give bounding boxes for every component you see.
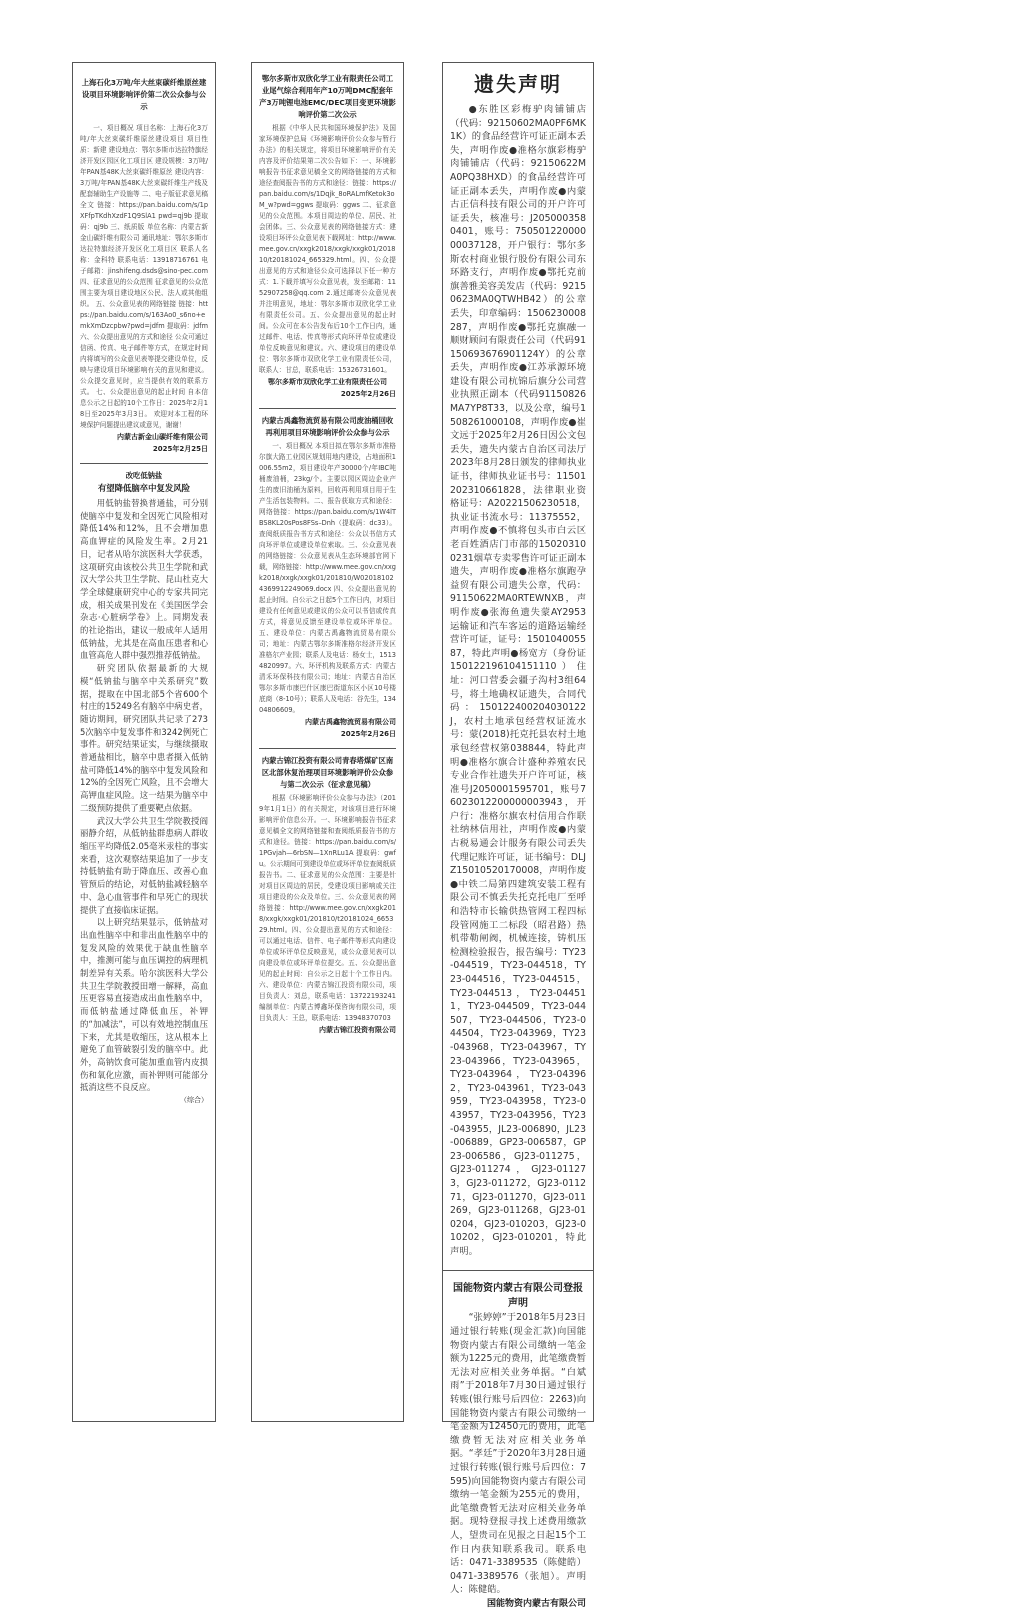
notice-signature-company: 内蒙古新金山碳纤维有限公司	[117, 433, 208, 441]
statement-body: “张婷婷”于2018年5月23日通过银行转账(现金汇款)向国能物资内蒙古有限公司缴纳一笔金额为1225元的费用，此笔缴费暂无法对应相关业务单据。“白斌雨”于2018年7月30日通过银行转账(银行账号后四位：2263)向国能物资内蒙古有限公司缴纳一笔金额为12450元的费用，此笔缴费暂无法对应相关业务单据。“孝廷”于2020年3月28日通过银行转账(银行账号后四位：7595)向国能物资内蒙古有限公司缴纳一笔金额为255元的费用，此笔缴费暂无法对应相关业务单据。现特登报寻找上述费用缴款人，望贵司在见报之日起15个工作日内获知联系我司。联系电话：0471-3389535（陈健皓）0471-3389576（张旭）。声明人：陈健皓。	[450, 1312, 586, 1596]
notice-signature-date: 2025年2月25日	[152, 445, 208, 453]
article-kicker: 改吃低钠盐	[125, 471, 163, 480]
article-paragraph: 用低钠盐替换普通盐，可分别使脑卒中复发和全因死亡风险相对降低14%和12%，且不会增加患高血钾症的风险发生率。2月21日，记者从哈尔滨医科大学获悉，这项研究由该校公共卫生学院和武汉大学公共卫生学院、昆山杜克大学全球健康研究中心的专家共同完成，相关成果刊发在《美国医学会杂志·心脏病学卷》上。同期发表的社论指出，建议一般成年人适用低钠盐，尤其是在高血压患者和心血管高危人群中强烈推荐低钠盐。	[80, 498, 208, 661]
notice-title-yuxin: 内蒙古禹鑫物流贸易有限公司废油桶回收再利用项目环境影响评价公众参与公示	[261, 416, 394, 437]
divider	[259, 748, 396, 749]
article-source: （综合）	[180, 1096, 208, 1105]
statement-signature: 国能物资内蒙古有限公司	[486, 1598, 586, 1609]
article-paragraph: 以上研究结果显示，低钠盐对出血性脑卒中和非出血性脑卒中的复发风险的效果优于缺血性脑卒中，推测可能与血压调控的病理机制差异有关系。哈尔滨医科大学公共卫生学院教授田增一解释，高血压更容易直接造成出血性脑卒中，而低钠盐通过降低血压，补钾的“加减法”，可以有效地控制血压下来，尤其是收缩压，这从根本上避免了血管破裂引发的脑卒中。此外，高钠饮食可能加重血管内皮损伤和氧化应激，而补钾则可能部分抵消这些不良反应。	[80, 917, 208, 1093]
article-title: 有望降低脑卒中复发风险	[97, 483, 191, 493]
statement-title: 国能物资内蒙古有限公司登报声明	[453, 1283, 583, 1310]
article-paragraph: 研究团队依据最新的大规模“低钠盐与脑卒中关系研究”数据，提取在中国北部5个省600个村庄的15249名有脑卒中病史者，随访期间，研究团队共记录了2735次脑卒中复发事件和3242例死亡事件。研究结果证实，与继续摄取普通盐相比，脑卒中患者摄入低钠盐可降低14%的脑卒中复发风险和12%的全因死亡风险，且不会增大高钾血症风险。这一结果为脑卒中二级预防提供了重要靶点依据。	[80, 663, 208, 813]
column-2	[251, 62, 404, 1422]
notice-signature-company: 内蒙古锦江投资有限公司	[319, 1026, 396, 1034]
divider	[443, 1270, 593, 1271]
notice-title-jinjiang: 内蒙古锦江投资有限公司青春塔煤矿区南区北部休复治理项目环境影响评价公众参与第二次公示（征求意见稿）	[261, 756, 394, 789]
notice-signature-date: 2025年2月26日	[340, 390, 396, 398]
divider	[259, 408, 396, 409]
notice-signature-company: 内蒙古禹鑫物流贸易有限公司	[305, 718, 396, 726]
lost-notice-body: ●东胜区彩梅驴肉铺铺店（代码：92150602MA0PF6MK1K）的食品经营许可证正副本丢失，声明作废●准格尔旗彩梅驴肉铺铺店（代码：92150622MA0PQ38HXD）的食品经营许可证正副本丢失，声明作废●内蒙古正信科技有限公司的开户许可证丢失，核准号：J2050003580401，账号：75050122000000037128，开户银行：鄂尔多斯农村商业银行股份有限公司东环路支行，声明作废●鄂托克前旗善雅美容美发店（代码：92150623MA0QTWHB42）的公章丢失，印章编码：1506230008287，声明作废●鄂托克旗融一顺财顾问有限责任公司（代码91150693676901124Y）的公章丢失，声明作废●江苏承源环境建设有限公司杭锦后旗分公司营业执照正副本（代码91150826MA7YP8T33，以及公章，编号1508261000108，声明作废●崔文远于2025年2月26日因公文包丢失，遗失内蒙古自治区司法厅2023年8月28日颁发的律师执业证书，律师执业证书号：11501202310661828，法律职业资格证号：A20221506230518，执业证书流水号：11375552，声明作废●不慎将包头市白云区老百姓酒店门市部的150203100231烟草专卖零售许可证正副本遗失，声明作废●准格尔旗跑孕益贸有限公司遗失公章，代码：91150622MA0RTEWNXB，声明作废●张海鱼遗失蒙AY2953运输证和汽车客运的道路运输经营许可证，证号：150104005587，特此声明●杨宽方（身份证150122196104151110）住址：河口营委会疆子沟村3组64号，将土地确权证遗失，合同代码：150122400204030122J，农村土地承包经营权证流水号：蒙(2018)托克托县农村土地承包经营权第038844，特此声明●准格尔旗合计盛种养殖农民专业合作社遗失开户许可证，核准号J2050001595701，账号76023012200000003943，开户行：准格尔旗农村信用合作联社纳林信用社，声明作废●内蒙古税易通会计服务有限公司丢失代理记账许可证，证书编号：DLJZ15010520170008，声明作废●中铁二局第四建筑安装工程有限公司不慎丢失托克托电厂至呼和浩特市长输供热管网工程四标段管网施工二标段（昭君路）热机带勒闸阀，机械连接，铸机压检测检验报告，报告编号：TY23-044519，TY23-044518，TY23-044516，TY23-044515，TY23-044513，TY23-044511，TY23-044509，TY23-044507，TY23-044506，TY23-044504，TY23-043969，TY23-043968，TY23-043967，TY23-043966，TY23-043965，TY23-043964，TY23-043962，TY23-043961，TY23-043959，TY23-043958，TY23-043957，TY23-043956，TY23-043955，JL23-006890，JL23-006889，GP23-006587，GP23-006586，GJ23-011275，GJ23-011274，GJ23-011273，GJ23-011272，GJ23-011271，GJ23-011270，GJ23-011269，GJ23-011268，GJ23-010204，GJ23-010203，GJ23-010202，GJ23-010201，特此声明。	[450, 104, 586, 1257]
notice-body-jinjiang: 根据《环境影响评价公众参与办法》（2019年1月1日）的有关规定，对该项目进行环境影响评价信息公开。一、环境影响报告书征求意见稿全文的网络链接和查阅纸质报告书的方式和途径。链接：https://pan.baidu.com/s/1PGvjah—6rbSN—1XnRLu1A 提取码：gwfu。公示期间可到建设单位或环评单位查阅纸质报告书。二、征求意见的公众范围：主要是针对项目区周边的居民，受建设项目影响或关注项目建设的公众及单位。三、公众意见表的网络链接：http://www.mee.gov.cn/xxgk2018/xxgk/xxgk01/201810/t20181024_665329.html。四、公众提出意见的方式和途径：可以通过电话、信件、电子邮件等形式向建设单位或环评单位反映意见，或公众意见表可以向建设单位或环评单位提交。五、公众提出意见的起止时间：自公示之日起十个工作日内。六、建设单位：内蒙古锦江投资有限公司，项目负责人：刘总，联系电话：13722193241 编制单位：内蒙古博鑫环保咨询有限公司，项目负责人：王总，联系电话：13948370703	[259, 794, 396, 1022]
column-3	[442, 62, 594, 1609]
notice-body-yuxin: 一、项目概况 本项目拟在鄂尔多斯市准格尔旗大路工业园区规划用地内建设，占地面积1006.55m2，项目建设年产30000个/年IBC吨桶废油桶，23kg/个。主要以园区周边企业产生的废旧油桶为原料，回收再利用项目用于生产生活包装物料。二、报告获取方式和途径：网络链接：https://pan.baidu.com/s/1W4lTBS8KL20sPos8FSs–Dnh（提取码：dc33）。查阅纸质报告书方式和途径：公众以书信方式向环评单位或建设单位索取。三、公众意见表的网络链接：公众意见表从生态环境部官网下载，网络链接：http://www.mee.gov.cn/xxgk2018/xxgk/xxgk01/201810/W020181024369912249069.docx 四、公众提出意见的起止时间。自公示之日起5个工作日内，对项目建设有任何意见或建议的公众可以书信或传真方式，将意见反馈至建设单位或环评单位。五、建设单位：内蒙古禹鑫物流贸易有限公司；地址：内蒙古鄂尔多斯准格尔经济开发区准格尔产业园；联系人及电话：杨女士，15134820997。六、环评机构及联系方式：内蒙古清禾环保科技有限公司；地址：内蒙古自治区鄂尔多斯市康巴什区康巴街道东区小区10号楼底商（8-10号）；联系人及电话：谷先生，13404806609。	[259, 442, 396, 714]
article-paragraph: 武汉大学公共卫生学院教授阎丽静介绍，从低钠盐群患病人群收缩压平均降低2.05毫米汞柱的事实来看，这次观察结果追加了一步支持低钠盐有助于降血压、改善心血管预后的结论，对低钠盐减轻脑卒中、急心血管事件和早死亡的现状提供了直接临床证据。	[80, 815, 208, 915]
notice-body-carbon-fiber: 一、项目概况 项目名称：上海石化3万吨/年大丝束碳纤维原丝建设项目 项目性质：新建 建设地点：鄂尔多斯市达拉特旗经济开发区园区化工项目区 建设规模：3万吨/年PAN基48K大丝束碳纤维原丝 建设内容：3万吨/年PAN基48K大丝束碳纤维生产线及配套辅助生产设施等 二、电子版征求意见稿全文 链接：https://pan.baidu.com/s/1pXFfpTKdhXzdF1Q9SlA1 pwd=qj9b 提取码：qj9b 三、纸质版 单位名称：内蒙古新金山碳纤维有限公司 通讯地址：鄂尔多斯市达拉特旗经济开发区化工项目区 联系人名称：金科特 联系电话：13918716761 电子邮箱：jinshifeng.dsds@sino-pec.com 四、征求意见的公众范围 征求意见的公众范围主要为项目建设地区公民、法人或其他组织。 五、公众意见表的网络链接 链接：https://pan.baidu.com/s/163Ao0_s6no+emkXmDzcpbw?pwd=jdfm 提取码：jdfm 六、公众提出意见的方式和途径 公众可通过信函、传真、电子邮件等方式，在规定时间内将填写的公众意见表等提交建设单位，反映与建设项目环境影响有关的意见和建议。公众提交意见时，应当提供有效的联系方式。 七、公众提出意见的起止时间 自本信息公示之日起的10个工作日：2025年2月18日至2025年3月3日。 欢迎对本工程的环境保护问题提出建议或意见，谢谢！	[80, 124, 208, 429]
notice-signature-company: 鄂尔多斯市双欣化学工业有限责任公司	[268, 378, 387, 386]
divider	[80, 463, 208, 464]
column-1	[72, 62, 216, 1422]
notice-body-shuangxin: 根据《中华人民共和国环境保护法》及国家环境保护总局《环境影响评价公众参与暂行办法》的相关规定，将项目环境影响评价有关内容及评价结果第二次公告如下：一、环境影响报告书征求意见稿全文的网络链接的方式和途径查阅报告书的方式和途径：链接：https://pan.baidu.com/s/1Dqjk_8oRALmfKetok3oM_w?pwd=ggws 提取码：ggws 二、征求意见的公众范围。本项目周边的单位、居民、社会团体。三、公众意见表的网络链接方式：建设项目环评公众意见表下载网址：http://www.mee.gov.cn/xxgk2018/xxgk/xxgk01/201810/t20181024_665329.html。四、公众提出意见的方式和途径公众可选择以下任一种方式：1.下载并填写公众意见表，发至邮箱：1152907258@qq.com 2.通过邮寄公众意见表并注明意见，地址：鄂尔多斯市双欣化学工业有限责任公司。五、公众提出意见的起止时间。公众可在本公告发布后10个工作日内，通过邮件、电话、传真等形式向环评单位或建设单位反映意见和建议。六、建设项目的建设单位：鄂尔多斯市双欣化学工业有限责任公司，联系人：甘总，联系电话：15326731601。	[259, 124, 396, 374]
notice-title-carbon-fiber: 上海石化3万吨/年大丝束碳纤维原丝建设项目环境影响评价第二次公众参与公示	[81, 78, 207, 111]
notice-signature-date: 2025年2月26日	[340, 730, 396, 738]
lost-notice-title: 遗失声明	[474, 72, 562, 96]
notice-title-shuangxin: 鄂尔多斯市双欣化学工业有限责任公司工业尾气综合利用年产10万吨DMC配套年产3万吨锂电池EMC/DEC项目变更环境影响评价第二次公示	[259, 74, 396, 119]
